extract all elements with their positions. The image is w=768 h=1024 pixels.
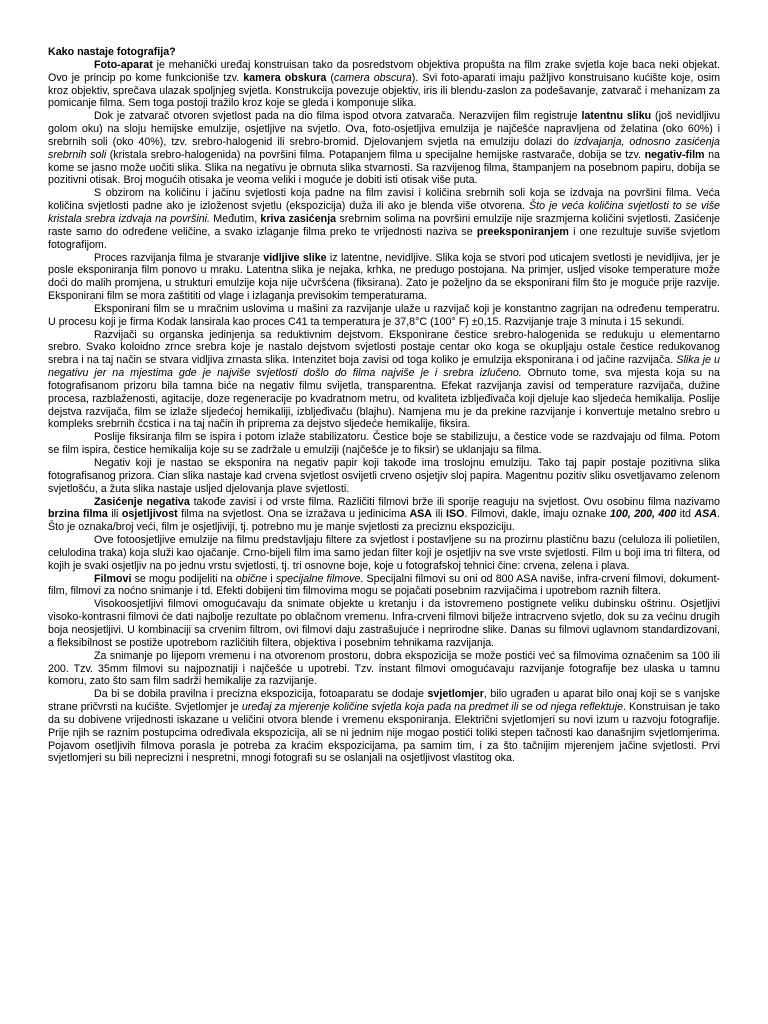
text-run: iz latentne, nevidljive. Slika koja se stvori pod uticajem svetlosti je nevidljiva, jer je posle eksponiranja film ponovo u mraku. Latentna slika je nejaka, krhka, ne predugo postojana. Na primjer, usljed visoke temperature može doći do malih promjena, u strukturi emulzije koja nije učvršćena (fiksirana). Zato je poželjno da se eksponirani film što je moguće prije razvije. Eksponirani film se mora zaštititi od vlage i izlaganja previsokim temperaturama. [48, 251, 720, 303]
paragraph-zasicenje [48, 187, 720, 251]
paragraph-snimanje: Za snimanje po lijepom vremenu i na otvorenom prostoru, dobra ekspozicija se može postići već sa filmovima označenim sa 100 ili 200. Tzv. 35mm filmovi su najpoznatiji i najčešće u upotrebi. Tzv. instant filmovi omogućavaju razvijanje fotografije bez ulaska u tamnu komoru, zato što sam film sadrži hemikalije za razvijanje. [48, 649, 720, 688]
term-latentna-slika: latentnu sliku [581, 110, 652, 123]
term-svjetlomjer: svjetlomjer [427, 688, 484, 701]
text-run: S obzirom na količinu i jačinu svjetlosti koja padne na film zavisi i količina srebrnih soli koja se izdvaja na površini filma. Veća količina svjetlosti padne ako je izloženost svjetlu (ekspozicija) duža ili ako je blenda više otvorena. [48, 187, 720, 213]
emphasis-specijalne: specijalne filmove [275, 572, 361, 585]
paragraph-foto-aparat [48, 59, 720, 110]
term-iso: ISO [446, 508, 465, 521]
text-run: je mehanički uređaj konstruisan tako da posredstvom objektiva propušta na film zrake svjetla koje baca neki objekat. Ovo je princip po kome funkcioniše tzv. [48, 58, 720, 84]
text-run: ili [432, 508, 447, 521]
term-asa: ASA [409, 508, 433, 521]
paragraph-razvijaci [48, 329, 720, 432]
paragraph-filteri: Ove fotoosjetljive emulzije na filmu predstavljaju filtere za svjetlost i postavljene su na prozirnu plastičnu bazu (celuloza ili polietilen, celulodina traka) koja služi kao ojačanje. Crno-bijeli film ima samo jedan filter koji je osjetljiv na sve vrste svjetlosti. Film u boji ima tri filtera, od kojih je svaki osjetljiv na po jednu vrstu svjetlosti, tj. tri osnovne boje, koje u fotografskoj tehnici čine: crvena, zelena i plava. [48, 534, 720, 572]
paragraph-razvijanje [48, 252, 720, 303]
term-brzina-filma: brzina filma [48, 508, 108, 521]
emphasis-izdvajanje: izdvajanja, odnosno zasićenja srebrnih soli [48, 135, 720, 161]
term-kamera-obskura: kamera obskura [243, 71, 327, 84]
text-run: srebrnim solima na površini emulzije nije srazmjerna količini svjetlosti. Zasićenje raste samo do određene veličine, a svako izlaganje filma preko te vrijednosti naziva se [48, 212, 720, 238]
text-run: ). Svi foto-aparati imaju pažljivo konstruisano kućište koje, osim kroz objektiv, sprečava ulazak spoljnjeg svjetla. Konstrukcija povezuje objektiv, iris ili blendu-zaslon za podešavanje, zatvarač i mehanizam za pomicanje filma. Sem toga postoji tražilo kroz koje se gleda i komponuje slika. [48, 71, 720, 110]
text-run: Obrnuto tome, sva mjesta koja su na fotografisanom prizoru bila tamna biće na negativ filmu svijetla, transparentna. Efekat razvijanja zavisi od temperature razvijača, dužine procesa, razblaženosti, agitacije, doze regeneracije po kvadratnom metru, od kvaliteta izbljeđivača koji djeluje kao sljedeća hemikalija. Poslije dejstva razvijača, film se izlaže sljedećoj hemikaliji, izbljeđivaču (blajhu). Namjena mu je da prekine razvijanje i konvertuje metalno srebro u kompleks srebrnih čcstica i na taj način ih priprema za dejstvo sljedeće hemikalije, fiksira. [48, 367, 720, 431]
text-run: (kristala srebro-halogenida) na površini filma. Potapanjem filma u specijalne hemijske rastvarače, dobija se tzv. [106, 148, 645, 161]
term-kriva-zasicenja: kriva zasićenja [260, 212, 337, 225]
term-osjetljivost: osjetljivost [121, 508, 178, 521]
paragraph-negativ-papir: Negativ koji je nastao se eksponira na negativ papir koji takođe ima troslojnu emulziju. Tako taj papir postaje pozitivna slika fotografisanog prizora. Cian slika nastaje kad crvena svjetlost osvijetli crveno osjetjiv sloj papira. Magentnu pozitiv sliku osvetljavamo zelenom svjetlošću, a žuta slika nastaje usljed djelovanja plave svjetlosti. [48, 457, 720, 495]
text-run: Proces razvijanja filma je stvaranje [94, 251, 264, 264]
term-camera-obscura: camera obscura [334, 71, 412, 84]
text-run: i [267, 572, 276, 585]
paragraph-latentna-slika [48, 110, 720, 187]
paragraph-visokoosjetljivi: Visokoosjetljivi filmovi omogućavaju da snimate objekte u kretanju i da istovremeno postignete veliku dubinsku oštrinu. Osjetljivi visoko-kontrasni filmovi će dati najbolje rezultate po oblačnom vremenu. Infra-crveni filmovi bilježe intracrveno svjetlo, dok su za većinu drugih boja neosjetljivi. U kombinaciji sa crvenim filtrom, ovi filmovi daju zastrašujuće i neprirodne slike. Danas su filmovi uglavnom standardizovani, a fleksibilnost se postiže upotrebom različitih filtera, objektiva i posebnim tehnikama razvijanja. [48, 598, 720, 649]
paragraph-fiksiranje: Poslije fiksiranja film se ispira i potom izlaže stabilizatoru. Čestice boje se stabilizuju, a čestice vode se razdvajaju od filma. Potom se film ispira, čestice hemikalija koje su se zadržale u emulziji (najčešće je to fiksir) se uklanjaju sa filma. [48, 431, 720, 457]
text-run: . Filmovi, dakle, imaju oznake [464, 508, 610, 521]
term-foto-aparat: Foto-aparat [94, 58, 153, 71]
emphasis-svjetlomjer-definicija: uređaj za mjerenje količine svjetla koja pada na predmet ili se od njega reflektuje [241, 701, 624, 714]
text-run: i one rezultuje suviše svjetlom fotografijom. [48, 225, 720, 251]
term-vidljive-slike: vidljive slike [263, 251, 327, 264]
text-run: se mogu podijeliti na [131, 572, 236, 585]
text-run: . Što je oznaka/broj veći, film je osjetljiviji, tj. potrebno mu je manje svjetlosti za preciznu ekspoziciju. [48, 508, 720, 534]
paragraph-osjetljivost [48, 496, 720, 535]
term-asa-unit: ASA [694, 508, 718, 521]
text-run: ( [326, 71, 334, 84]
text-run: na kome se jasno može uočiti slika. Slika na negativu je obrnuta slika stvarnosti. Sa razvijenog filma, štampanjem na posebnom papiru, dobija se pozitivni otisak. Broj mogućih otisaka je veoma veliki i moguće je dobiti isti otisak više puta. [48, 148, 720, 187]
text-run: itd [676, 508, 695, 521]
term-film-speeds: 100, 200, 400 [609, 508, 677, 521]
text-run: , bilo ugrađen u aparat bilo onaj koji se s vanjske strane pričvrsti na kućište. Svjetlomjer je [48, 688, 720, 714]
emphasis-obicne: obične [235, 572, 268, 585]
text-run: Međutim, [210, 212, 261, 225]
text-run: . Specijalni filmovi su oni od 800 ASA naviše, infra-crveni filmovi, dokument-film, filmovi za noćno snimanje i td. Efekti dobijeni tim filmovima mogu se pojačati posebnim razvijačima i upotrebom raznih filtera. [48, 572, 720, 598]
text-run: Da bi se dobila pravilna i precizna ekspozicija, fotoaparatu se dodaje [94, 688, 428, 701]
emphasis-kolicina-svjetlosti: Što je veća količina svjetlosti to se više kristala srebra izdvaja na površini. [48, 200, 720, 225]
term-filmovi: Filmovi [94, 572, 132, 585]
text-run: (još nevidljivu golom oku) na sloju hemijske emulzije, osjetljive na svjetlo. Ova, foto-osjetljiva emulzija je najčešće napravljena od želatina (oko 60%) i srebrnih soli (oko 40%), tzv. srebro-halogenid ili srebro-bromid. Djelovanjem svjetla na emulziju dolazi do [48, 110, 721, 148]
text-run: Razvijači su organska jedinjenja sa reduktivnim dejstvom. Eksponirane čestice srebro-halogenida se redukuju u elementarno srebro. Svako koloidno zrnce srebra koje je nastalo dejstvom svjetlosti postaje centar oko koga se okupljaju ostale čestice redukovanog srebra i na taj način se stvara vidljiva zrnasta slika. Intenzitet boja zavisi od toga koliko je emulzija eksponirana i od jačine razvijača. [48, 328, 720, 367]
document-title: Kako nastaje fotografija? [48, 46, 176, 58]
text-run: Dok je zatvarač otvoren svjetlost pada na dio filma ispod otvora zatvarača. Nerazvijen film registruje [94, 110, 582, 123]
paragraph-temperatura: Eksponirani film se u mračnim uslovima u mašini za razvijanje ulaže u razvijač koji je konstantno zagrijan na određenu temperatru. U procesu koji je firma Kodak lansirala kao proces C41 ta temperatura je 37,8°C (100° F) ±0,15. Razvijanje traje 3 minuta i 15 sekundi. [48, 302, 720, 328]
paragraph-svjetlomjer [48, 688, 720, 765]
text-run: ili [107, 508, 122, 521]
text-run: filma na svjetlost. Ona se izražava u jedinicima [177, 508, 410, 521]
term-negativ-film: negativ-film [644, 148, 705, 161]
term-preeksponiranje: preeksponiranjem [476, 225, 569, 238]
text-run: . Konstruisan je tako da su dobivene vrijednosti iskazane u veličini otvora blende i vremenu eksponiranja. Električni svjetlomjeri su novi izum u razvoju fotografije. Prije njih se raznim postupcima određivala ekspozicija, ali se ni jednim nije mogao postići toliki stepen tačnosti kao današnjim svjetlomjerima. Pojavom osetljivih filmova porasla je potreba za kraćim ekspozicijama, pa samim tim, i za što tačnijim mjerenjem jačine svjetlosti. Prvi svjetlomjeri su bili neprecizni i nespretni, mnogi fotografi su se oslanjali na osjetljivost vlastitog oka. [48, 701, 720, 765]
emphasis-negativ: Slika je u negativu jer na mjestima gde je najviše svjetlosti došlo do filma najviše je i srebra izlučeno. [48, 354, 721, 380]
term-zasicenje-negativa: Zasićenje negativa [94, 495, 190, 508]
text-run: takođe zavisi i od vrste filma. Različiti filmovi brže ili sporije reaguju na svjetlost. Ovu osobinu filma nazivamo [189, 495, 720, 508]
paragraph-vrste-filmova [48, 573, 720, 599]
